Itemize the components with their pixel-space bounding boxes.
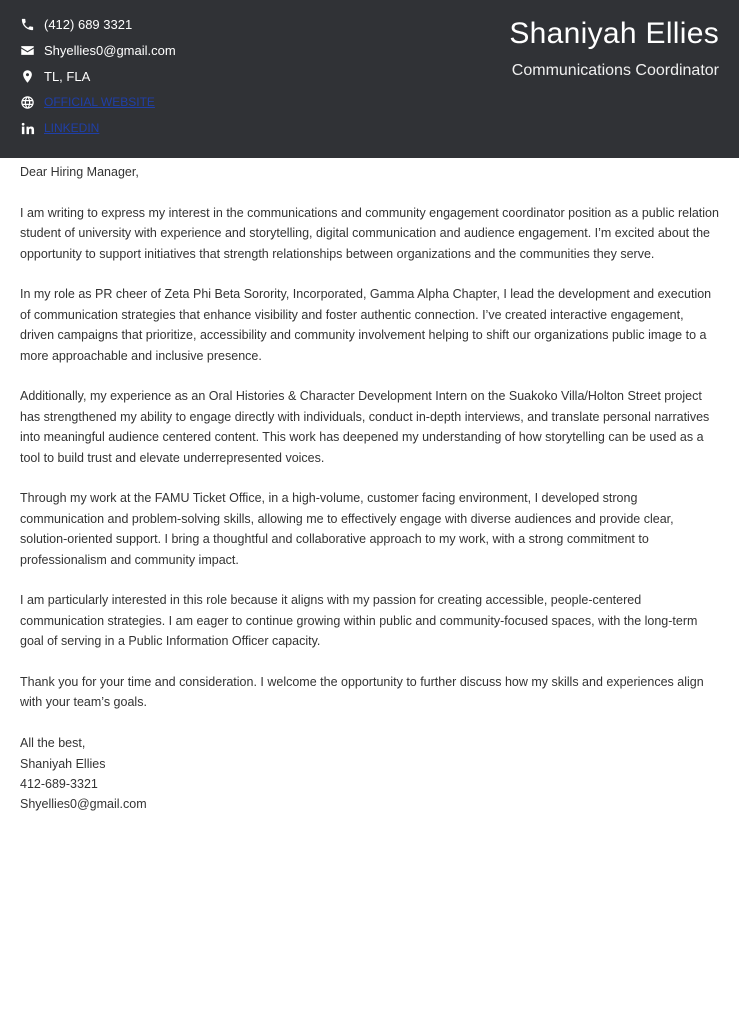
signature-phone: 412-689-3321 bbox=[20, 777, 98, 792]
closing: All the best, bbox=[20, 736, 86, 751]
envelope-icon bbox=[19, 42, 35, 58]
phone-text: (412) 689 3321 bbox=[44, 16, 133, 32]
contact-website bbox=[19, 89, 176, 115]
contact-email bbox=[19, 37, 176, 63]
phone-icon bbox=[19, 16, 35, 32]
map-pin-icon bbox=[19, 68, 35, 84]
paragraph-1: I am writing to express my interest in the communications and community engagement coordinator position as a public relation student of university with experience and storytelling, digital communication and audience engagement. I’m excited about the opportunity to support initiatives that strength relationships between organizations and the communities they serve. bbox=[20, 205, 719, 261]
linkedin-link[interactable]: LINKEDIN bbox=[44, 121, 100, 135]
linkedin-icon bbox=[19, 120, 35, 136]
signoff-block bbox=[20, 733, 720, 815]
contact-phone bbox=[19, 11, 176, 37]
name-block bbox=[509, 14, 719, 82]
contact-location bbox=[19, 63, 176, 89]
letter-body bbox=[20, 162, 720, 815]
salutation: Dear Hiring Manager, bbox=[20, 165, 139, 179]
contact-linkedin bbox=[19, 115, 176, 141]
signature-name: Shaniyah Ellies bbox=[20, 756, 106, 771]
paragraph-3: Additionally, my experience as an Oral Histories & Character Development Intern on the Suakoko Villa/Holton Street project has strengthened my ability to engage directly with individuals, conduct in-depth interviews, and translate personal narratives into meaningful audience centered content. This work has deepened my understanding of how storytelling can be used as a tool to build trust and elevate underrepresented voices. bbox=[20, 389, 710, 465]
header-banner bbox=[0, 0, 739, 158]
location-text: TL, FLA bbox=[44, 68, 91, 84]
email-text: Shyellies0@gmail.com bbox=[44, 42, 176, 58]
paragraph-2: In my role as PR cheer of Zeta Phi Beta Sorority, Incorporated, Gamma Alpha Chapter, I lead the development and execution of communication strategies that enhance visibility and foster authentic connection. I’ve created interactive engagement, driven campaigns that prioritize, accessibility and community involvement helping to shift our organizations public image to a more approachable and inclusive presence. bbox=[20, 287, 712, 363]
signature-email: Shyellies0@gmail.com bbox=[20, 797, 147, 812]
paragraph-4: Through my work at the FAMU Ticket Office, in a high-volume, customer facing environment, I developed strong communication and problem-solving skills, allowing me to effectively engage with diverse audiences and provide clear, solution-oriented support. I bring a thoughtful and collaborative approach to my work, with a strong commitment to professionalism and community impact. bbox=[20, 491, 674, 567]
applicant-name: Shaniyah Ellies bbox=[509, 17, 719, 50]
paragraph-6: Thank you for your time and consideration. I welcome the opportunity to further discuss how my skills and experiences align with your team’s goals. bbox=[20, 675, 704, 710]
applicant-title: Communications Coordinator bbox=[511, 62, 719, 79]
globe-icon bbox=[19, 94, 35, 110]
official-website-link[interactable]: OFFICIAL WEBSITE bbox=[44, 95, 155, 109]
paragraph-5: I am particularly interested in this role because it aligns with my passion for creating accessible, people-centered communication strategies. I am eager to continue growing within public and community-focused spaces, with the long-term goal of serving in a Public Information Officer capacity. bbox=[20, 593, 698, 649]
contact-list bbox=[19, 11, 176, 141]
